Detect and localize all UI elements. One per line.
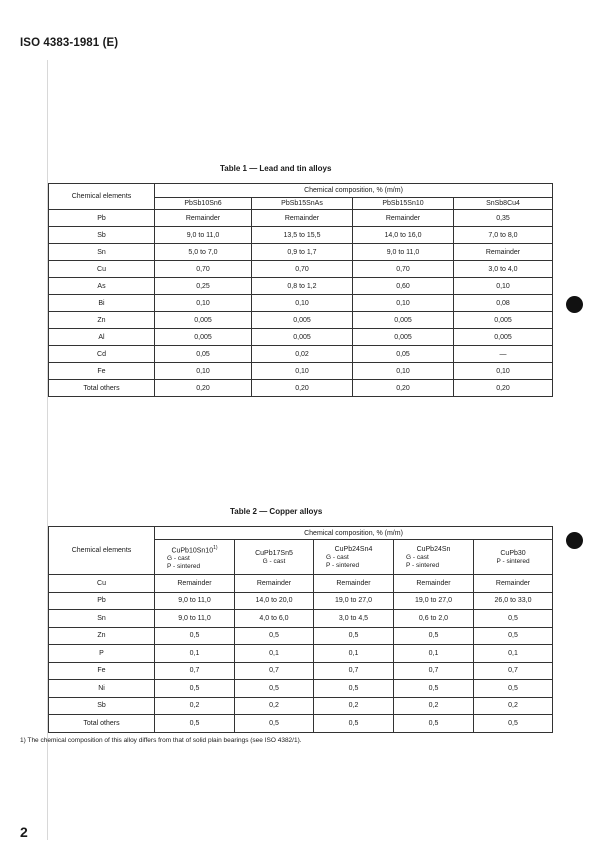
alloy-name bbox=[394, 545, 473, 554]
value-cell: 0,1 bbox=[155, 645, 235, 663]
value-cell: 0,005 bbox=[454, 329, 553, 346]
casting-method-label: G - cast bbox=[326, 554, 349, 561]
table-row bbox=[49, 312, 553, 329]
alloy-name-text: CuPb24Sn4 bbox=[334, 546, 373, 553]
value-cell: Remainder bbox=[155, 210, 252, 227]
value-cell: 0,7 bbox=[155, 662, 235, 680]
value-cell: 0,1 bbox=[314, 645, 394, 663]
value-cell: 5,0 to 7,0 bbox=[155, 244, 252, 261]
value-cell: Remainder bbox=[314, 575, 394, 593]
value-cell: 0,08 bbox=[454, 295, 553, 312]
value-cell: 0,005 bbox=[252, 312, 353, 329]
value-cell: 0,6 to 2,0 bbox=[394, 610, 474, 628]
value-cell: 0,2 bbox=[474, 697, 553, 715]
value-cell: 9,0 to 11,0 bbox=[155, 227, 252, 244]
element-cell: Cu bbox=[49, 261, 155, 278]
element-cell: Al bbox=[49, 329, 155, 346]
value-cell: 0,005 bbox=[353, 312, 454, 329]
value-cell: 0,7 bbox=[394, 662, 474, 680]
table2-copper-alloys bbox=[48, 526, 553, 733]
table2-title: Table 2 — Copper alloys bbox=[230, 507, 323, 516]
value-cell: 0,5 bbox=[235, 680, 314, 698]
value-cell: 0,005 bbox=[353, 329, 454, 346]
value-cell: 0,5 bbox=[314, 627, 394, 645]
element-cell: Zn bbox=[49, 312, 155, 329]
value-cell: 0,02 bbox=[252, 346, 353, 363]
element-cell: As bbox=[49, 278, 155, 295]
value-cell: 0,70 bbox=[252, 261, 353, 278]
alloy-name bbox=[235, 549, 313, 558]
value-cell: 9,0 to 11,0 bbox=[155, 610, 235, 628]
value-cell: 0,9 to 1,7 bbox=[252, 244, 353, 261]
table-row bbox=[49, 697, 553, 715]
value-cell: 0,5 bbox=[394, 680, 474, 698]
table-row bbox=[49, 278, 553, 295]
value-cell: 0,20 bbox=[353, 380, 454, 397]
value-cell: 0,10 bbox=[252, 295, 353, 312]
value-cell: — bbox=[454, 346, 553, 363]
value-cell: 0,1 bbox=[235, 645, 314, 663]
value-cell: Remainder bbox=[252, 210, 353, 227]
value-cell: 13,5 to 15,5 bbox=[252, 227, 353, 244]
table-row bbox=[49, 227, 553, 244]
alloy-name-text: CuPb10Sn10 bbox=[171, 547, 214, 555]
value-cell: 0,005 bbox=[155, 329, 252, 346]
value-cell: 0,35 bbox=[454, 210, 553, 227]
table1-header-row bbox=[49, 184, 553, 198]
casting-method-label: P - sintered bbox=[326, 561, 360, 569]
alloy-column-header bbox=[314, 540, 394, 575]
table2-header-row bbox=[49, 527, 553, 540]
casting-method-label: G - cast bbox=[167, 555, 190, 563]
element-cell: Sb bbox=[49, 227, 155, 244]
value-cell: 0,8 to 1,2 bbox=[252, 278, 353, 295]
value-cell: 4,0 to 6,0 bbox=[235, 610, 314, 628]
element-cell: Ni bbox=[49, 680, 155, 698]
element-cell: Bi bbox=[49, 295, 155, 312]
value-cell: 0,70 bbox=[353, 261, 454, 278]
value-cell: 26,0 to 33,0 bbox=[474, 592, 553, 610]
alloy-name bbox=[474, 549, 552, 558]
table-row bbox=[49, 610, 553, 628]
value-cell: 0,70 bbox=[155, 261, 252, 278]
value-cell: 19,0 to 27,0 bbox=[314, 592, 394, 610]
value-cell: 0,5 bbox=[155, 627, 235, 645]
chemical-composition-header: Chemical composition, % (m/m) bbox=[155, 527, 553, 540]
value-cell: 0,20 bbox=[252, 380, 353, 397]
table-row bbox=[49, 363, 553, 380]
value-cell: Remainder bbox=[155, 575, 235, 593]
element-cell: Fe bbox=[49, 662, 155, 680]
margin-bullet-marker bbox=[566, 296, 583, 313]
table-row bbox=[49, 715, 553, 733]
alloy-column-header bbox=[155, 540, 235, 575]
value-cell: 0,2 bbox=[314, 697, 394, 715]
value-cell: 0,20 bbox=[454, 380, 553, 397]
value-cell: Remainder bbox=[474, 575, 553, 593]
value-cell: 0,7 bbox=[474, 662, 553, 680]
element-cell: P bbox=[49, 645, 155, 663]
value-cell: 19,0 to 27,0 bbox=[394, 592, 474, 610]
casting-method-label: P - sintered bbox=[167, 562, 201, 570]
value-cell: 0,10 bbox=[155, 295, 252, 312]
table-row bbox=[49, 380, 553, 397]
value-cell: 0,10 bbox=[353, 295, 454, 312]
value-cell: 0,10 bbox=[252, 363, 353, 380]
chemical-composition-header: Chemical composition, % (m/m) bbox=[155, 184, 553, 198]
element-cell: Cd bbox=[49, 346, 155, 363]
alloy-column-header bbox=[474, 540, 553, 575]
value-cell: 0,005 bbox=[155, 312, 252, 329]
value-cell: 3,0 to 4,0 bbox=[454, 261, 553, 278]
value-cell: 0,5 bbox=[394, 627, 474, 645]
alloy-column-header: PbSb15SnAs bbox=[252, 198, 353, 210]
element-cell: Zn bbox=[49, 627, 155, 645]
element-cell: Total others bbox=[49, 715, 155, 733]
table1-title: Table 1 — Lead and tin alloys bbox=[220, 164, 332, 173]
value-cell: 0,5 bbox=[235, 627, 314, 645]
alloy-name bbox=[155, 544, 234, 555]
value-cell: 0,5 bbox=[394, 715, 474, 733]
alloy-name bbox=[314, 545, 393, 554]
value-cell: 0,5 bbox=[155, 715, 235, 733]
value-cell: Remainder bbox=[394, 575, 474, 593]
table-row bbox=[49, 261, 553, 278]
value-cell: Remainder bbox=[235, 575, 314, 593]
element-cell: Cu bbox=[49, 575, 155, 593]
alloy-name-text: CuPb24Sn bbox=[416, 546, 451, 553]
table-row bbox=[49, 645, 553, 663]
table-row bbox=[49, 575, 553, 593]
value-cell: 0,25 bbox=[155, 278, 252, 295]
alloy-column-header bbox=[394, 540, 474, 575]
table1-lead-tin-alloys bbox=[48, 183, 553, 397]
value-cell: Remainder bbox=[353, 210, 454, 227]
document-header: ISO 4383-1981 (E) bbox=[20, 37, 119, 49]
value-cell: 0,2 bbox=[155, 697, 235, 715]
value-cell: 0,5 bbox=[474, 715, 553, 733]
value-cell: 0,5 bbox=[314, 680, 394, 698]
casting-method-label: G - cast bbox=[262, 557, 286, 565]
alloy-name-text: CuPb17Sn5 bbox=[255, 549, 293, 557]
table-row bbox=[49, 627, 553, 645]
chemical-elements-header: Chemical elements bbox=[49, 184, 155, 210]
table-row bbox=[49, 210, 553, 227]
table2-footnote: 1) The chemical composition of this alloy differs from that of solid plain bearings (see ISO 4382/1). bbox=[20, 737, 302, 744]
table-row bbox=[49, 346, 553, 363]
value-cell: 0,005 bbox=[454, 312, 553, 329]
casting-method-label: P - sintered bbox=[406, 561, 440, 569]
value-cell: 0,5 bbox=[474, 680, 553, 698]
value-cell: 0,10 bbox=[353, 363, 454, 380]
value-cell: 0,10 bbox=[454, 278, 553, 295]
page-number: 2 bbox=[20, 824, 28, 840]
table-row bbox=[49, 329, 553, 346]
value-cell: 14,0 to 16,0 bbox=[353, 227, 454, 244]
value-cell: 14,0 to 20,0 bbox=[235, 592, 314, 610]
alloy-column-header: PbSb15Sn10 bbox=[353, 198, 454, 210]
value-cell: 9,0 to 11,0 bbox=[353, 244, 454, 261]
value-cell: 7,0 to 8,0 bbox=[454, 227, 553, 244]
value-cell: 0,1 bbox=[474, 645, 553, 663]
value-cell: 0,1 bbox=[394, 645, 474, 663]
value-cell: Remainder bbox=[454, 244, 553, 261]
chemical-elements-header: Chemical elements bbox=[49, 527, 155, 575]
table-row bbox=[49, 295, 553, 312]
value-cell: 0,60 bbox=[353, 278, 454, 295]
alloy-column-header: PbSb10Sn6 bbox=[155, 198, 252, 210]
value-cell: 0,2 bbox=[235, 697, 314, 715]
value-cell: 9,0 to 11,0 bbox=[155, 592, 235, 610]
value-cell: 0,7 bbox=[314, 662, 394, 680]
value-cell: 0,05 bbox=[353, 346, 454, 363]
alloy-column-header: SnSb8Cu4 bbox=[454, 198, 553, 210]
alloy-column-header bbox=[235, 540, 314, 575]
value-cell: 0,5 bbox=[314, 715, 394, 733]
value-cell: 3,0 to 4,5 bbox=[314, 610, 394, 628]
element-cell: Total others bbox=[49, 380, 155, 397]
value-cell: 0,10 bbox=[155, 363, 252, 380]
element-cell: Fe bbox=[49, 363, 155, 380]
table-row bbox=[49, 244, 553, 261]
casting-method-label: P - sintered bbox=[496, 557, 530, 565]
value-cell: 0,5 bbox=[474, 627, 553, 645]
value-cell: 0,05 bbox=[155, 346, 252, 363]
element-cell: Pb bbox=[49, 210, 155, 227]
value-cell: 0,5 bbox=[474, 610, 553, 628]
value-cell: 0,5 bbox=[155, 680, 235, 698]
element-cell: Sn bbox=[49, 244, 155, 261]
alloy-name-text: CuPb30 bbox=[500, 549, 526, 557]
casting-method-label: G - cast bbox=[406, 554, 429, 561]
value-cell: 0,7 bbox=[235, 662, 314, 680]
value-cell: 0,5 bbox=[235, 715, 314, 733]
element-cell: Pb bbox=[49, 592, 155, 610]
footnote-reference: 1) bbox=[213, 544, 218, 551]
value-cell: 0,10 bbox=[454, 363, 553, 380]
element-cell: Sn bbox=[49, 610, 155, 628]
table-row bbox=[49, 592, 553, 610]
element-cell: Sb bbox=[49, 697, 155, 715]
table-row bbox=[49, 662, 553, 680]
table-row bbox=[49, 680, 553, 698]
value-cell: 0,2 bbox=[394, 697, 474, 715]
value-cell: 0,20 bbox=[155, 380, 252, 397]
margin-bullet-marker bbox=[566, 532, 583, 549]
value-cell: 0,005 bbox=[252, 329, 353, 346]
